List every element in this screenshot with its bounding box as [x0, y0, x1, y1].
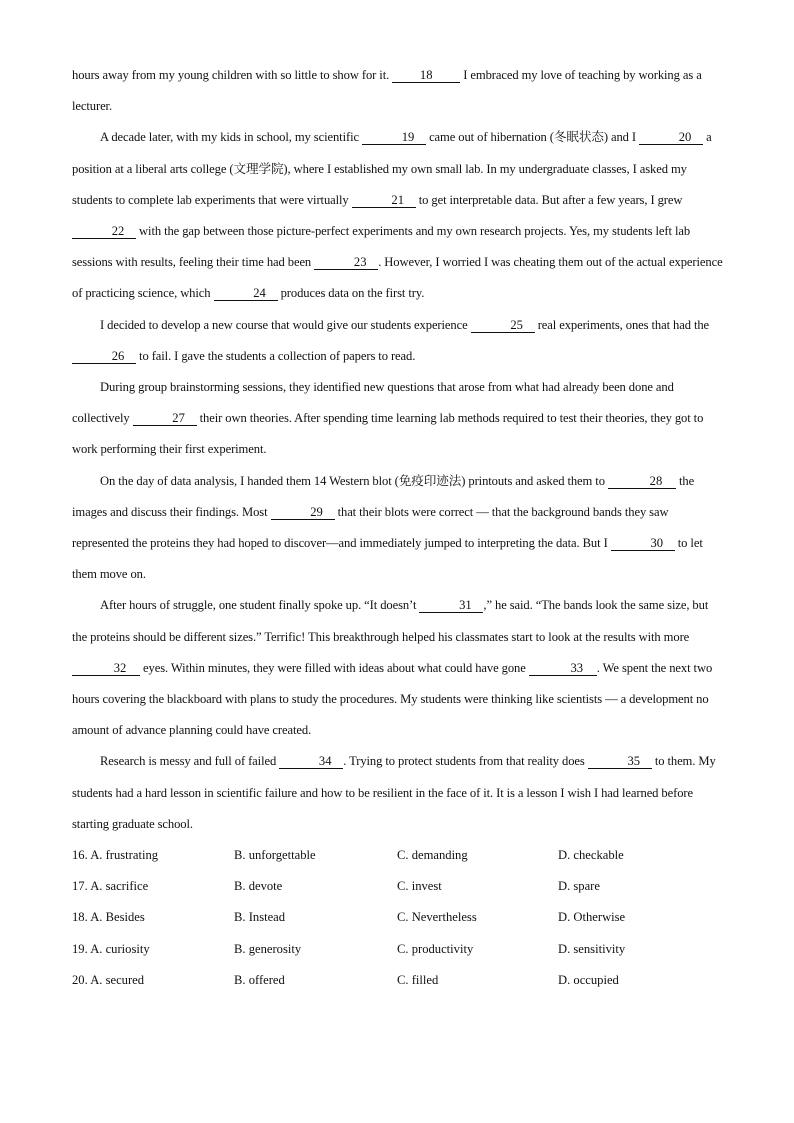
paragraph-text: . Trying to protect students from that reality does	[343, 754, 588, 769]
paragraph-text: a position at a liberal arts college (文理学院), where I established my own small lab. In my undergraduate classes, I asked my students to complete lab experiments that were virtually	[72, 130, 712, 207]
blank-18: 18	[392, 69, 460, 83]
option-choice: C. Nevertheless	[397, 910, 477, 925]
cloze-passage	[72, 60, 724, 840]
option-choice: B. devote	[234, 879, 283, 894]
blank-34: 34	[279, 755, 343, 769]
paragraph	[72, 466, 724, 591]
paragraph-text: A decade later, with my kids in school, my scientific	[100, 130, 363, 145]
paragraph-text: I embraced my love of teaching by working as a lecturer.	[72, 68, 702, 114]
paragraph-text: with the gap between those picture-perfect experiments and my own research projects. Yes, my students left lab sessions with results, feeling their time had been	[72, 224, 691, 270]
paragraph	[72, 122, 724, 309]
paragraph-text: I decided to develop a new course that would give our students experience	[100, 317, 471, 332]
blank-33: 33	[529, 662, 597, 676]
blank-19: 19	[362, 131, 426, 145]
blank-20: 20	[639, 131, 703, 145]
option-row	[72, 840, 724, 871]
paragraph-text: their own theories. After spending time learning lab methods required to test their theories, they got to work performing their first experiment.	[72, 411, 704, 457]
paragraph-text: . We spent the next two hours covering the blackboard with plans to study the procedures. My students were thinking like scientists — a development no amount of advance planning could have created.	[72, 660, 713, 738]
paragraph-text: Research is messy and full of failed	[100, 754, 280, 769]
paragraph	[72, 746, 724, 840]
option-row	[72, 965, 724, 996]
paragraph-text: hours away from my young children with so little to show for it.	[72, 68, 393, 82]
option-choice: B. unforgettable	[234, 848, 316, 863]
paragraph-text: to let them move on.	[72, 536, 703, 582]
option-choice: D. Otherwise	[558, 910, 626, 925]
paragraph-text: During group brainstorming sessions, they identified new questions that arose from what had already been done and collectively	[72, 380, 674, 426]
paragraph-text: produces data on the first try.	[277, 286, 425, 301]
paragraph-text: to get interpretable data. But after a few years, I grew	[415, 192, 683, 207]
option-row	[72, 902, 724, 933]
paragraph-text: On the day of data analysis, I handed them 14 Western blot (免疫印迹法) printouts and asked them to	[100, 473, 608, 488]
option-choice: 18. A. Besides	[72, 910, 145, 925]
blank-32: 32	[72, 662, 140, 676]
blank-21: 21	[352, 194, 416, 208]
paragraph-text: the images and discuss their findings. Most	[72, 473, 695, 519]
option-row	[72, 934, 724, 965]
option-choice: B. offered	[234, 972, 285, 987]
answer-options	[72, 840, 724, 996]
paragraph-text: real experiments, ones that had the	[534, 317, 710, 332]
blank-31: 31	[419, 599, 483, 613]
paragraph-text: . However, I worried I was cheating them out of the actual experience of practicing science, which	[72, 255, 723, 301]
option-choice: 17. A. sacrifice	[72, 879, 149, 894]
option-choice: B. generosity	[234, 941, 302, 956]
paragraph-text: eyes. Within minutes, they were filled with ideas about what could have gone	[140, 660, 529, 675]
option-row	[72, 871, 724, 902]
option-choice: D. occupied	[558, 972, 619, 987]
paragraph-text: to fail. I gave the students a collection of papers to read.	[136, 348, 416, 363]
option-choice: D. checkable	[558, 848, 624, 863]
option-choice: 16. A. frustrating	[72, 848, 159, 863]
blank-24: 24	[214, 287, 278, 301]
blank-26: 26	[72, 350, 136, 364]
blank-27: 27	[133, 412, 197, 426]
blank-25: 25	[471, 319, 535, 333]
paragraph	[72, 310, 724, 372]
blank-22: 22	[72, 225, 136, 239]
paragraph-text: to them. My students had a hard lesson in scientific failure and how to be resilient in the face of it. It is a lesson I wish I had learned before starting graduate school.	[72, 754, 716, 831]
option-choice: D. sensitivity	[558, 941, 626, 956]
blank-35: 35	[588, 755, 652, 769]
option-choice: D. spare	[558, 879, 600, 894]
paragraph	[72, 372, 724, 466]
document-page	[72, 60, 724, 996]
paragraph	[72, 60, 724, 122]
option-choice: 19. A. curiosity	[72, 941, 150, 956]
blank-23: 23	[314, 256, 378, 270]
blank-28: 28	[608, 475, 676, 489]
blank-29: 29	[271, 506, 335, 520]
paragraph	[72, 590, 724, 746]
option-choice: C. invest	[397, 879, 442, 894]
paragraph-text: ,” he said. “The bands look the same size, but the proteins should be different sizes.” Terrific! This breakthrough helped his classmates start to look at the results with more	[72, 598, 709, 644]
option-choice: 20. A. secured	[72, 972, 145, 987]
paragraph-text: came out of hibernation (冬眠状态) and I	[426, 130, 640, 145]
option-choice: C. demanding	[397, 848, 468, 863]
option-choice: B. Instead	[234, 910, 286, 925]
option-choice: C. filled	[397, 972, 439, 987]
paragraph-text: After hours of struggle, one student finally spoke up. “It doesn’t	[100, 598, 420, 613]
paragraph-text: that their blots were correct — that the background bands they saw represented the proteins they had hoped to discover—and immediately jumped to interpreting the data. But I	[72, 504, 669, 551]
option-choice: C. productivity	[397, 941, 474, 956]
blank-30: 30	[611, 537, 675, 551]
